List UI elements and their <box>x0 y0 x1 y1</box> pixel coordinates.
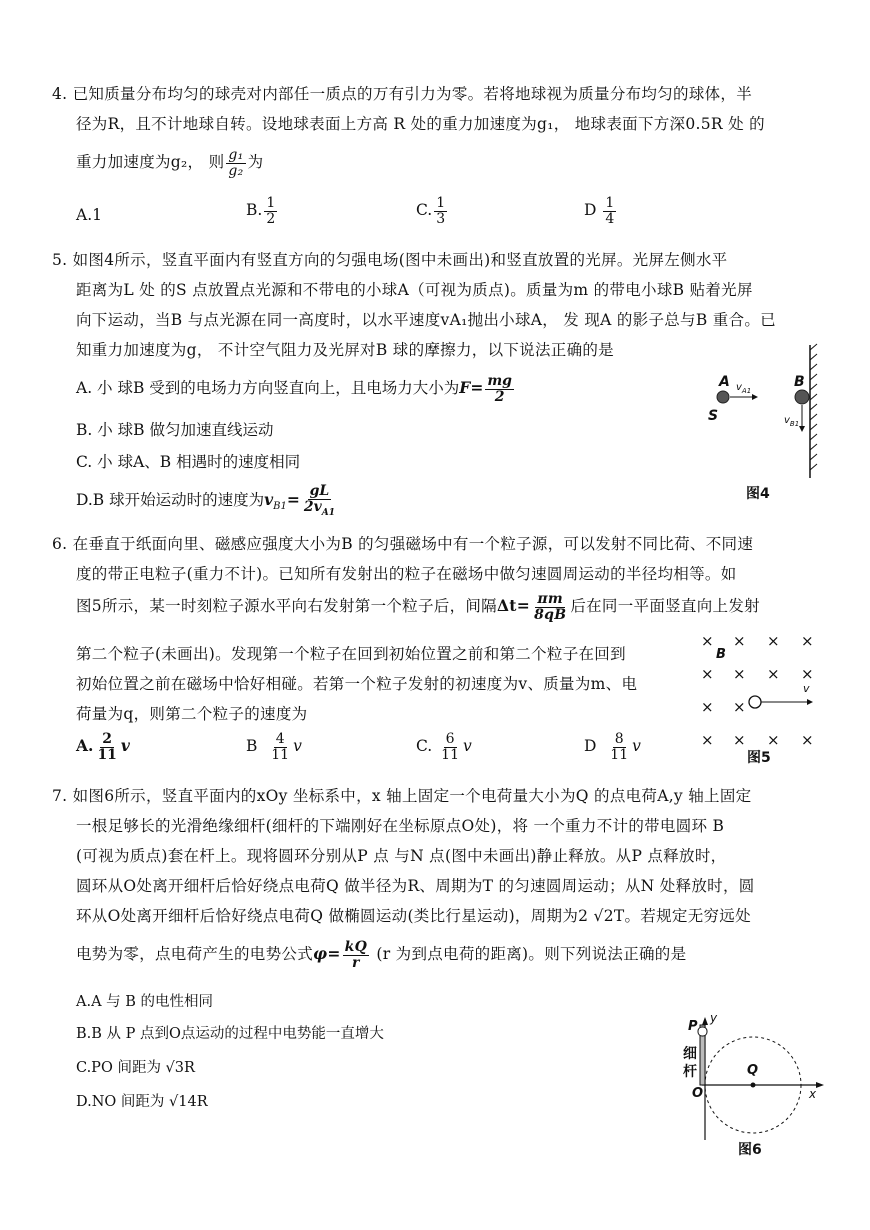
option-fraction <box>302 484 337 518</box>
field-cross-icon: × <box>733 698 746 716</box>
q6-line-3: 图5所示，某一时刻粒子源水平向右发射第一个粒子后，间隔Δt= $\frac{\pi m}{8qB}$ 后在同一平面竖直向上发射 <box>76 591 760 623</box>
symbol-v: v <box>632 737 641 756</box>
label-x: x <box>809 1087 817 1101</box>
q4-line-1: 4. 已知质量分布均匀的球壳对内部任一质点的万有引力为零。若将地球视为质量分布均匀的球体，半 <box>52 85 753 103</box>
q6-line-3-tail: 后在同一平面竖直向上发射 <box>570 597 760 616</box>
frac-den: 11 <box>97 746 117 763</box>
field-cross-icon: × <box>701 731 714 749</box>
q6-interval-fraction <box>532 592 568 622</box>
symbol-F: F <box>459 378 471 398</box>
field-cross-icon: × <box>733 632 746 650</box>
symbol-phi: φ <box>313 944 328 964</box>
field-cross-icon: × <box>701 698 714 716</box>
option-fraction <box>95 732 118 762</box>
label-vb1 <box>784 415 799 428</box>
label-rod-2: 杆 <box>683 1064 697 1080</box>
label-v: v <box>736 382 742 393</box>
field-cross-icon: × <box>767 665 780 683</box>
q7-line-2: 一根足够长的光滑绝缘细杆(细杆的下端刚好在坐标原点O处)，将 一个重力不计的带电圆环 B <box>76 817 725 835</box>
frac-num: πm <box>537 591 564 607</box>
field-cross-icon: × <box>701 665 714 683</box>
q7-line-5: 环从O处离开细杆后恰好绕点电荷Q 做椭圆运动(类比行星运动)，周期为2 √2T。若规定无穷远处 <box>76 907 751 925</box>
q4-option-b <box>246 196 279 226</box>
figure-6-caption: 图6 <box>738 1142 762 1158</box>
source-circle <box>749 696 761 708</box>
figure-6-svg <box>680 1015 830 1145</box>
label-p: P <box>688 1019 698 1034</box>
q5-option-d: D.B 球开始运动时的速度为$v_{B1}=$ $\frac{gL}{2v_{A1}}$ <box>76 483 335 518</box>
label-sub: A1 <box>741 387 752 395</box>
frac-den-text: 2v <box>303 498 322 515</box>
option-label: C. <box>416 737 433 756</box>
ring-b <box>698 1027 707 1036</box>
frac-num: 1 <box>605 195 615 211</box>
label-y: y <box>710 1011 718 1025</box>
symbol-v: v <box>264 489 274 509</box>
frac-num: gL <box>309 483 330 499</box>
frac-num: 8 <box>614 731 624 747</box>
q4-line-3 <box>76 148 263 178</box>
q6-line-3-text: 图5所示，某一时刻粒子源水平向右发射第一个粒子后，间隔 <box>76 597 497 616</box>
frac-den-sub: A1 <box>321 507 335 518</box>
screen-hatching <box>810 344 817 470</box>
field-cross-icon: × <box>801 731 814 749</box>
q6-option-c <box>416 732 472 762</box>
option-label: C. <box>416 201 433 220</box>
option-fraction <box>485 374 514 404</box>
q7-line-4: 圆环从O处离开细杆后恰好绕点电荷Q 做半径为R、周期为T 的匀速圆周运动；从N 处释放时，圆 <box>76 877 755 895</box>
option-label: B <box>246 737 258 756</box>
q6-line-4: 第二个粒子(未画出)。发现第一个粒子在回到初始位置之前和第二个粒子在回到 <box>76 645 626 663</box>
q6-line-2: 度的带正电粒子(重力不计)。已知所有发射出的粒子在磁场中做匀速圆周运动的半径均相等。如 <box>76 565 737 583</box>
q7-option-d: D.NO 间距为 √14R <box>76 1094 208 1110</box>
frac-den: r <box>352 954 360 971</box>
frac-den: 11 <box>441 746 459 763</box>
q7-option-a: A.A 与 B 的电性相同 <box>76 994 214 1010</box>
q5-line-1: 5. 如图4所示，竖直平面内有竖直方向的匀强电场(图中未画出)和竖直放置的光屏。光屏左侧水平 <box>52 251 728 269</box>
arrowhead-icon <box>702 1017 708 1025</box>
option-text: D.B 球开始运动时的速度为 <box>76 490 265 509</box>
label-b: B <box>716 647 726 662</box>
particle-source <box>745 692 815 712</box>
q5-line-3: 向下运动，当B 与点光源在同一高度时，以水平速度vA₁抛出小球A， 发 现A 的影子总与B 重合。已 <box>76 311 776 329</box>
label-v: v <box>784 415 790 426</box>
option-label: A. <box>76 736 94 756</box>
option-fraction <box>269 732 291 762</box>
q6-line-6: 荷量为q，则第二个粒子的速度为 <box>76 705 308 723</box>
frac-den: 2 <box>266 210 276 227</box>
figure-4-caption: 图4 <box>746 486 770 502</box>
q7-line-6-text: 电势为零，点电荷产生的电势公式 <box>76 945 314 964</box>
q6-option-b <box>246 732 302 762</box>
option-fraction <box>264 196 277 226</box>
figure-6 <box>680 1011 830 1165</box>
label-a: A <box>719 374 730 390</box>
symbol-delta-t: Δt <box>496 596 517 616</box>
field-cross-icon: × <box>733 665 746 683</box>
frac-num: 2 <box>102 731 113 747</box>
figure-4 <box>690 340 830 502</box>
frac-num: kQ <box>344 939 368 955</box>
q5-line-4: 知重力加速度为g， 不计空气阻力及光屏对B 球的摩擦力，以下说法正确的是 <box>76 341 614 359</box>
option-fraction <box>434 196 447 226</box>
field-cross-icon: × <box>733 731 746 749</box>
option-label: D <box>584 737 597 756</box>
option-text: A. 小 球B 受到的电场力方向竖直向上，且电场力大小为 <box>76 379 460 398</box>
option-fraction <box>603 196 616 226</box>
frac-num: g₁ <box>228 147 244 163</box>
q4-option-c <box>416 196 449 226</box>
option-label: D <box>584 201 597 220</box>
q4-line-2: 径为R，且不计地球自转。设地球表面上方高 R 处的重力加速度为g₁， 地球表面下方深0.5R 处 的 <box>76 115 765 133</box>
frac-den: 11 <box>271 746 290 763</box>
symbol-sub: B1 <box>273 501 287 513</box>
figure-5-caption: 图5 <box>747 750 771 766</box>
field-cross-icon: × <box>801 665 814 683</box>
label-va1 <box>736 382 751 395</box>
arrowhead-icon <box>807 699 813 705</box>
q7-line-1: 7. 如图6所示，竖直平面内的xOy 坐标系中，x 轴上固定一个电荷量大小为Q 的点电荷A,y 轴上固定 <box>52 787 752 805</box>
q6-line-5: 初始位置之前在磁场中恰好相碰。若第一个粒子发射的初速度为v、质量为m、电 <box>76 675 638 693</box>
frac-den: 11 <box>610 746 629 763</box>
frac-num: 4 <box>275 731 285 747</box>
field-cross-icon: × <box>767 632 780 650</box>
q4-option-d <box>584 196 618 226</box>
q6-option-a <box>76 732 130 762</box>
frac-den <box>302 500 337 518</box>
option-fraction <box>608 732 630 762</box>
q7-line-3: (可视为质点)套在杆上。现将圆环分别从P 点 与N 点(图中未画出)静止释放。从P 点释放时， <box>76 847 727 865</box>
q4-line-3-tail: 为 <box>247 153 264 172</box>
q5-option-b: B. 小 球B 做匀加速直线运动 <box>76 421 274 439</box>
field-cross-icon: × <box>701 632 714 650</box>
figure-5 <box>695 632 825 767</box>
option-fraction <box>439 732 461 762</box>
label-s: S <box>708 408 719 424</box>
frac-num: 1 <box>266 195 276 211</box>
label-b: B <box>794 374 805 390</box>
symbol-v: v <box>463 737 472 756</box>
arrowhead-icon <box>799 426 805 432</box>
frac-den: g₂ <box>228 162 244 179</box>
q4-ratio-fraction <box>226 148 245 178</box>
arrowhead-icon <box>752 394 758 400</box>
label-rod-1: 细 <box>683 1046 697 1062</box>
frac-den: 8qB <box>534 606 567 623</box>
q4-option-a: A.1 <box>76 206 102 224</box>
q7-line-6-tail: (r 为到点电荷的距离)。则下列说法正确的是 <box>371 945 687 964</box>
arrowhead-icon <box>816 1082 824 1088</box>
field-cross-icon: × <box>801 632 814 650</box>
field-cross-icon: × <box>767 731 780 749</box>
q7-option-c: C.PO 间距为 √3R <box>76 1060 195 1076</box>
ball-a <box>717 391 729 403</box>
frac-num: 6 <box>445 731 455 747</box>
q5-line-2: 距离为L 处 的S 点放置点光源和不带电的小球A（可视为质点)。质量为m 的带电小球B 贴着光屏 <box>76 281 753 299</box>
frac-den: 2 <box>494 388 505 405</box>
option-label: B. <box>246 201 263 220</box>
q7-option-b: B.B 从 P 点到O点运动的过程中电势能一直增大 <box>76 1026 384 1042</box>
potential-fraction <box>343 940 370 970</box>
frac-num: 1 <box>436 195 446 211</box>
q6-option-d <box>584 732 641 762</box>
label-q: Q <box>747 1063 759 1078</box>
q6-line-1: 6. 在垂直于纸面向里、磁感应强度大小为B 的匀强磁场中有一个粒子源，可以发射不同比荷、不同速 <box>52 535 754 553</box>
symbol-v: v <box>120 736 130 756</box>
frac-den: 3 <box>436 210 446 227</box>
q7-line-6: 电势为零，点电荷产生的电势公式φ= $\frac{kQ}{r}$ (r 为到点电荷的距离)。则下列说法正确的是 <box>76 939 687 971</box>
q5-option-a: A. 小 球B 受到的电场力方向竖直向上，且电场力大小为F= $\frac{mg}{2}$ <box>76 373 512 405</box>
charge-q <box>751 1083 756 1088</box>
q4-line-3-text: 重力加速度为g₂， 则 <box>76 153 225 172</box>
frac-num: mg <box>487 373 512 389</box>
q5-option-c: C. 小 球A、B 相遇时的速度相同 <box>76 453 301 471</box>
label-sub: B1 <box>789 420 800 428</box>
symbol-v: v <box>293 737 302 756</box>
frac-den: 4 <box>605 210 615 227</box>
ball-b <box>795 390 809 404</box>
label-o: O <box>692 1086 704 1101</box>
label-v: v <box>803 682 810 695</box>
